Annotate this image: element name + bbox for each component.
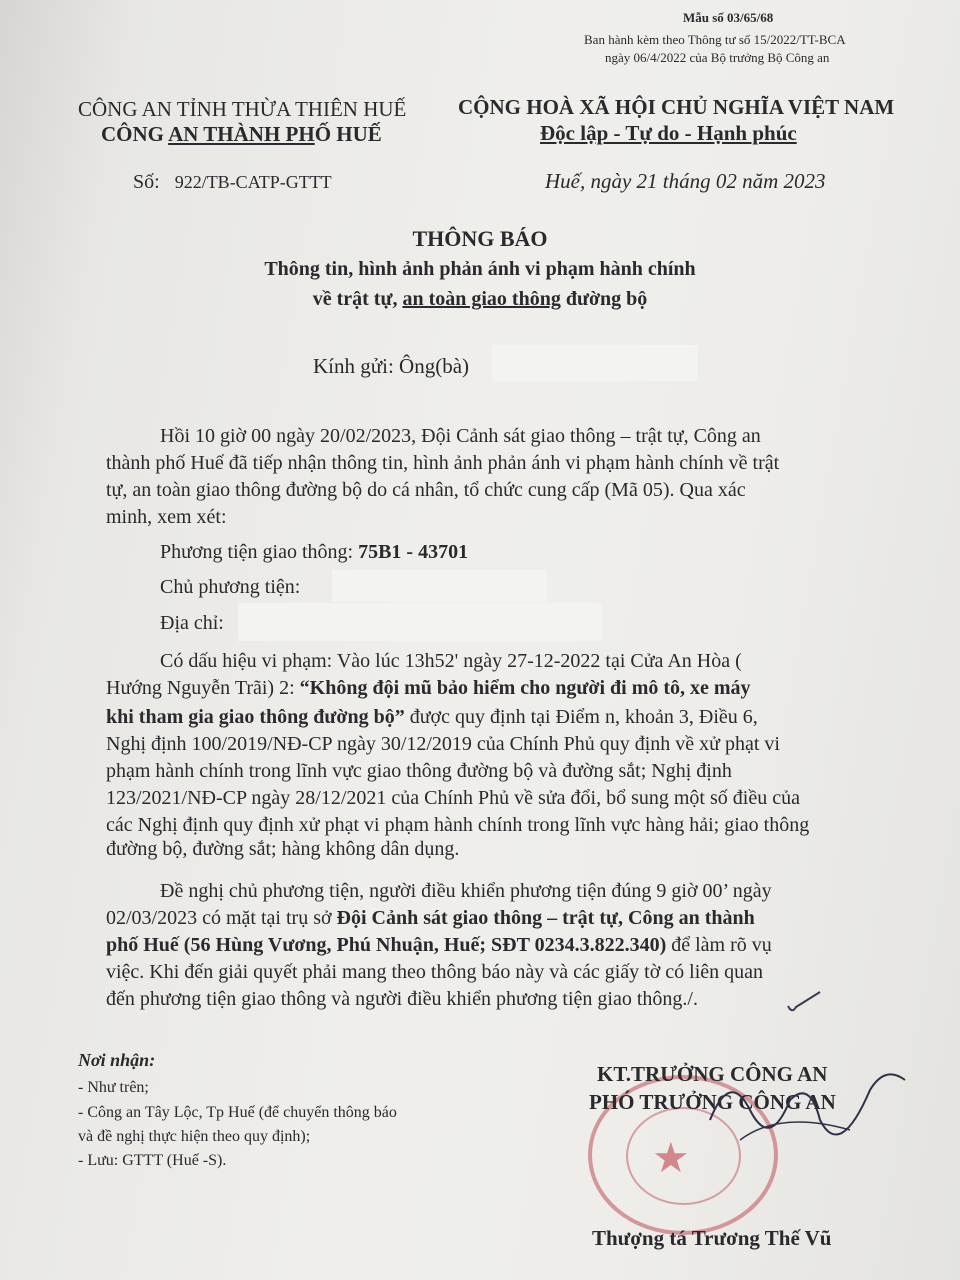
redacted-owner (332, 570, 547, 602)
paragraph-1-line-1: Hồi 10 giờ 00 ngày 20/02/2023, Đội Cảnh sát giao thông – trật tự, Công an (160, 425, 761, 447)
agency-parent: CÔNG AN TỈNH THỪA THIÊN HUẾ (78, 97, 407, 121)
star-icon: ★ (652, 1136, 690, 1182)
document-title: THÔNG BÁO (412, 226, 548, 251)
signer-title-1: KT.TRƯỞNG CÔNG AN (597, 1062, 828, 1086)
form-issued-by-line1: Ban hành kèm theo Thông tư số 15/2022/TT-BCA (584, 32, 846, 47)
violation-line-8: đường bộ, đường sắt; hàng không dân dụng. (106, 838, 460, 860)
violation-line-7: các Nghị định quy định xử phạt vi phạm hành chính trong lĩnh vực hàng hải; giao thông (106, 814, 810, 836)
request-line-3: phố Huế (56 Hùng Vương, Phú Nhuận, Huế; SĐT 0234.3.822.340) để làm rõ vụ (106, 934, 772, 956)
form-number: Mẫu số 03/65/68 (683, 10, 774, 25)
national-motto: Độc lập - Tự do - Hạnh phúc (540, 121, 797, 145)
national-title: CỘNG HOÀ XÃ HỘI CHỦ NGHĨA VIỆT NAM (458, 95, 895, 119)
violation-line-6: 123/2021/NĐ-CP ngày 28/12/2021 của Chính Phủ về sửa đổi, bổ sung một số điều của (106, 787, 800, 809)
signer-title-2: PHÓ TRƯỞNG CÔNG AN (589, 1090, 836, 1114)
agency-name: CÔNG AN THÀNH PHỐ HUẾ (101, 122, 382, 146)
paragraph-1-line-2: thành phố Huế đã tiếp nhận thông tin, hình ảnh phản ánh vi phạm hành chính về trật (106, 452, 780, 474)
violation-line-1: Có dấu hiệu vi phạm: Vào lúc 13h52' ngày 27-12-2022 tại Cửa An Hòa ( (160, 650, 742, 672)
redacted-recipient (492, 345, 698, 381)
document-subtitle-2: về trật tự, an toàn giao thông đường bộ (312, 288, 648, 310)
document-subtitle-1: Thông tin, hình ảnh phản ánh vi phạm hành chính (264, 258, 696, 280)
paragraph-1-line-4: minh, xem xét: (106, 506, 227, 528)
salutation: Kính gửi: Ông(bà) (313, 354, 470, 378)
address-line: Địa chỉ: (160, 612, 224, 634)
document-number: Số: 922/TB-CATP-GTTT (133, 171, 332, 193)
violation-line-2: Hướng Nguyễn Trãi) 2: “Không đội mũ bảo hiểm cho người đi mô tô, xe máy (106, 677, 751, 699)
violation-line-4: Nghị định 100/2019/NĐ-CP ngày 30/12/2019 của Chính Phủ quy định về xử phạt vi (106, 733, 780, 755)
recipient-item: - Như trên; (78, 1079, 149, 1096)
recipients-heading: Nơi nhận: (78, 1050, 156, 1070)
form-issued-by-line2: ngày 06/4/2022 của Bộ trưởng Bộ Công an (605, 50, 830, 65)
request-line-4: việc. Khi đến giải quyết phải mang theo thông báo này và các giấy tờ có liên quan (106, 961, 764, 983)
redacted-address (238, 603, 602, 641)
violation-line-5: phạm hành chính trong lĩnh vực giao thông đường bộ và đường sắt; Nghị định (106, 760, 732, 782)
violation-line-3: khi tham gia giao thông đường bộ” được quy định tại Điểm n, khoản 3, Điều 6, (106, 706, 758, 728)
signer-name: Thượng tá Trương Thế Vũ (592, 1226, 832, 1250)
request-line-5: đến phương tiện giao thông và người điều khiển phương tiện giao thông./. (106, 988, 698, 1010)
issue-date: Huế, ngày 21 tháng 02 năm 2023 (545, 169, 826, 193)
vehicle-line: Phương tiện giao thông: 75B1 - 43701 (160, 541, 469, 563)
recipient-item: và đề nghị thực hiện theo quy định); (78, 1128, 311, 1145)
paragraph-1-line-3: tự, an toàn giao thông đường bộ do cá nhân, tổ chức cung cấp (Mã 05). Qua xác (106, 479, 746, 501)
owner-line: Chủ phương tiện: (160, 576, 301, 598)
checkmark-icon (784, 990, 824, 1016)
recipient-item: - Công an Tây Lộc, Tp Huế (để chuyển thông báo (78, 1104, 397, 1121)
handwritten-signature (700, 1050, 920, 1180)
recipient-item: - Lưu: GTTT (Huế -S). (78, 1152, 227, 1169)
request-line-1: Đề nghị chủ phương tiện, người điều khiển phương tiện đúng 9 giờ 00’ ngày (160, 880, 772, 902)
request-line-2: 02/03/2023 có mặt tại trụ sở Đội Cảnh sát giao thông – trật tự, Công an thành (106, 907, 755, 929)
